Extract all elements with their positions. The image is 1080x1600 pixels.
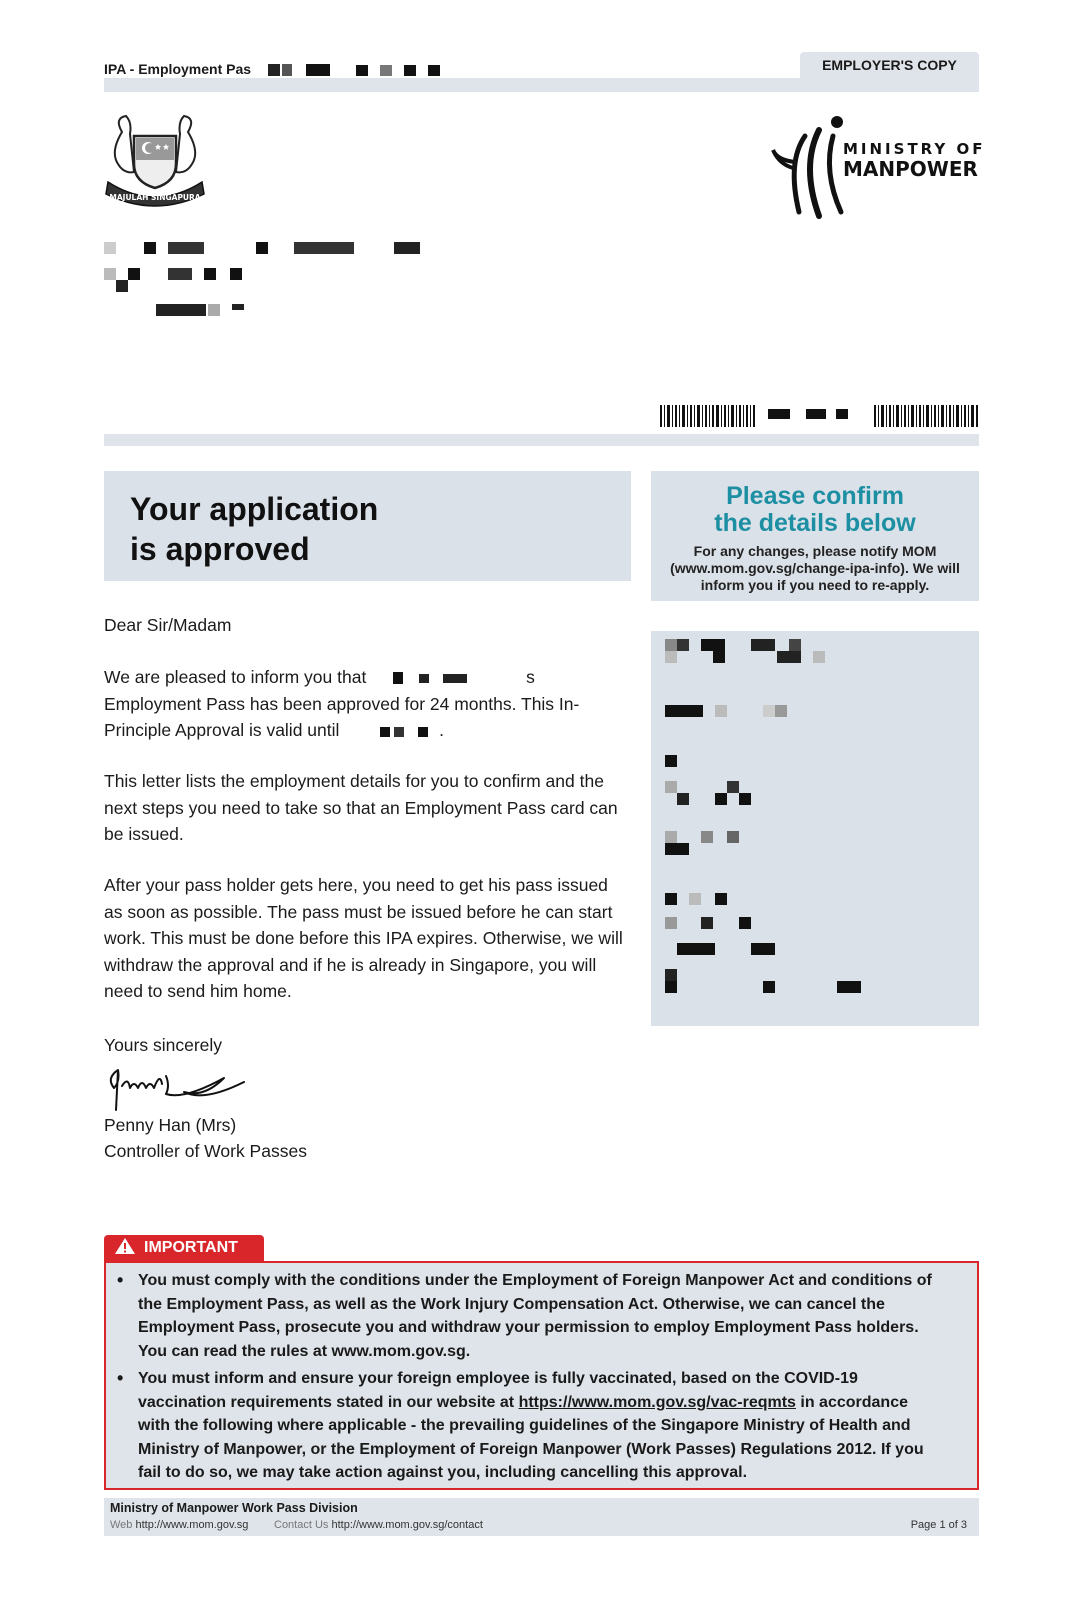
approved-title-line-2: is approved xyxy=(130,531,310,567)
confirm-instructions: For any changes, please notify MOM (www.mom.gov.sg/change-ipa-info). We will inform you if you need to re-apply. xyxy=(670,543,960,593)
singapore-crest-icon xyxy=(100,112,210,212)
confirm-title-line-2: the details below xyxy=(714,509,916,537)
confirm-title xyxy=(651,483,979,537)
page-number: Page 1 of 3 xyxy=(910,1519,967,1531)
ministry-of-manpower-logo xyxy=(765,112,985,222)
approved-title xyxy=(130,489,490,569)
para1-part-b: s Employment Pass has been approved for 24 months. This In-Principle Approval is valid until xyxy=(104,667,580,740)
footer-web-label: Web xyxy=(110,1519,133,1531)
redacted-address xyxy=(104,240,444,330)
document-label: IPA - Employment Pas xyxy=(104,61,252,77)
crest-motto: MAJULAH SINGAPURA xyxy=(109,193,201,202)
important-list xyxy=(106,1269,977,1489)
footer-contact xyxy=(274,1519,483,1531)
logo-line-1: MINISTRY OF xyxy=(843,140,985,158)
item2-part-b: in accordance with the following where applicable - the prevailing guidelines of the Singapore Ministry of Health and Ministry of Manpower, or the Employment of Foreign Manpower (Work Passes) Regulations 2012. If you fail to do so, we may take action against you, including cancelling this approval. xyxy=(138,1393,924,1481)
closing: Yours sincerely xyxy=(104,1035,223,1055)
details-panel-redacted xyxy=(651,631,979,1026)
item2-part-a: You must inform and ensure your foreign employee is fully vaccinated, based on the COVID-19 vaccination requirements stated in our website at xyxy=(138,1370,858,1411)
approved-title-line-1: Your application xyxy=(130,491,379,527)
signature xyxy=(104,1058,254,1113)
approved-panel xyxy=(104,471,631,581)
divider-band xyxy=(104,434,979,446)
redacted-name xyxy=(371,671,521,685)
header-band xyxy=(104,78,979,92)
employers-copy-tab: EMPLOYER'S COPY xyxy=(800,52,979,78)
vaccination-requirements-link[interactable]: https://www.mom.gov.sg/vac-reqmts xyxy=(518,1393,796,1411)
signer-title: Controller of Work Passes xyxy=(104,1141,307,1161)
important-tab xyxy=(104,1235,264,1261)
redacted-date xyxy=(344,724,434,738)
barcode xyxy=(660,405,980,429)
footer-web xyxy=(110,1519,248,1531)
footer xyxy=(104,1498,979,1536)
important-item-vaccination xyxy=(110,1367,938,1485)
footer-title: Ministry of Manpower Work Pass Division xyxy=(110,1501,358,1515)
para1-part-a: We are pleased to inform you that xyxy=(104,667,367,687)
warning-icon xyxy=(114,1237,136,1255)
paragraph-approval xyxy=(104,664,629,744)
important-label: IMPORTANT xyxy=(144,1239,238,1256)
paragraph-details: This letter lists the employment details for you to confirm and the next steps you need to take so that an Employment Pass card can be issued. xyxy=(104,771,618,844)
confirm-details-panel xyxy=(651,471,979,601)
redacted-details xyxy=(651,631,979,1026)
important-item-compliance: • You must comply with the conditions under the Employment of Foreign Manpower Act and conditions of the Employment Pass, as well as the Work Injury Compensation Act. Otherwise, we can cancel the Employment Pass, prosecute you and withdraw your permission to employ Employment Pass holders. You can read the rules at www.mom.gov.sg. xyxy=(110,1269,938,1363)
footer-contact-link[interactable]: http://www.mom.gov.sg/contact xyxy=(331,1519,483,1531)
footer-contact-label: Contact Us xyxy=(274,1519,329,1531)
para1-part-c: . xyxy=(439,720,445,740)
confirm-title-line-1: Please confirm xyxy=(726,482,904,510)
signer-name: Penny Han (Mrs) xyxy=(104,1115,237,1135)
important-box xyxy=(104,1261,979,1490)
salutation: Dear Sir/Madam xyxy=(104,615,232,635)
paragraph-next-steps: After your pass holder gets here, you need to get his pass issued as soon as possible. The pass must be issued before he can start work. This must be done before this IPA expires. Otherwise, we will withdraw the approval and if he is already in Singapore, you will need to send him home. xyxy=(104,875,623,1001)
logo-line-2: MANPOWER xyxy=(843,157,978,181)
footer-web-link[interactable]: http://www.mom.gov.sg xyxy=(135,1519,249,1531)
